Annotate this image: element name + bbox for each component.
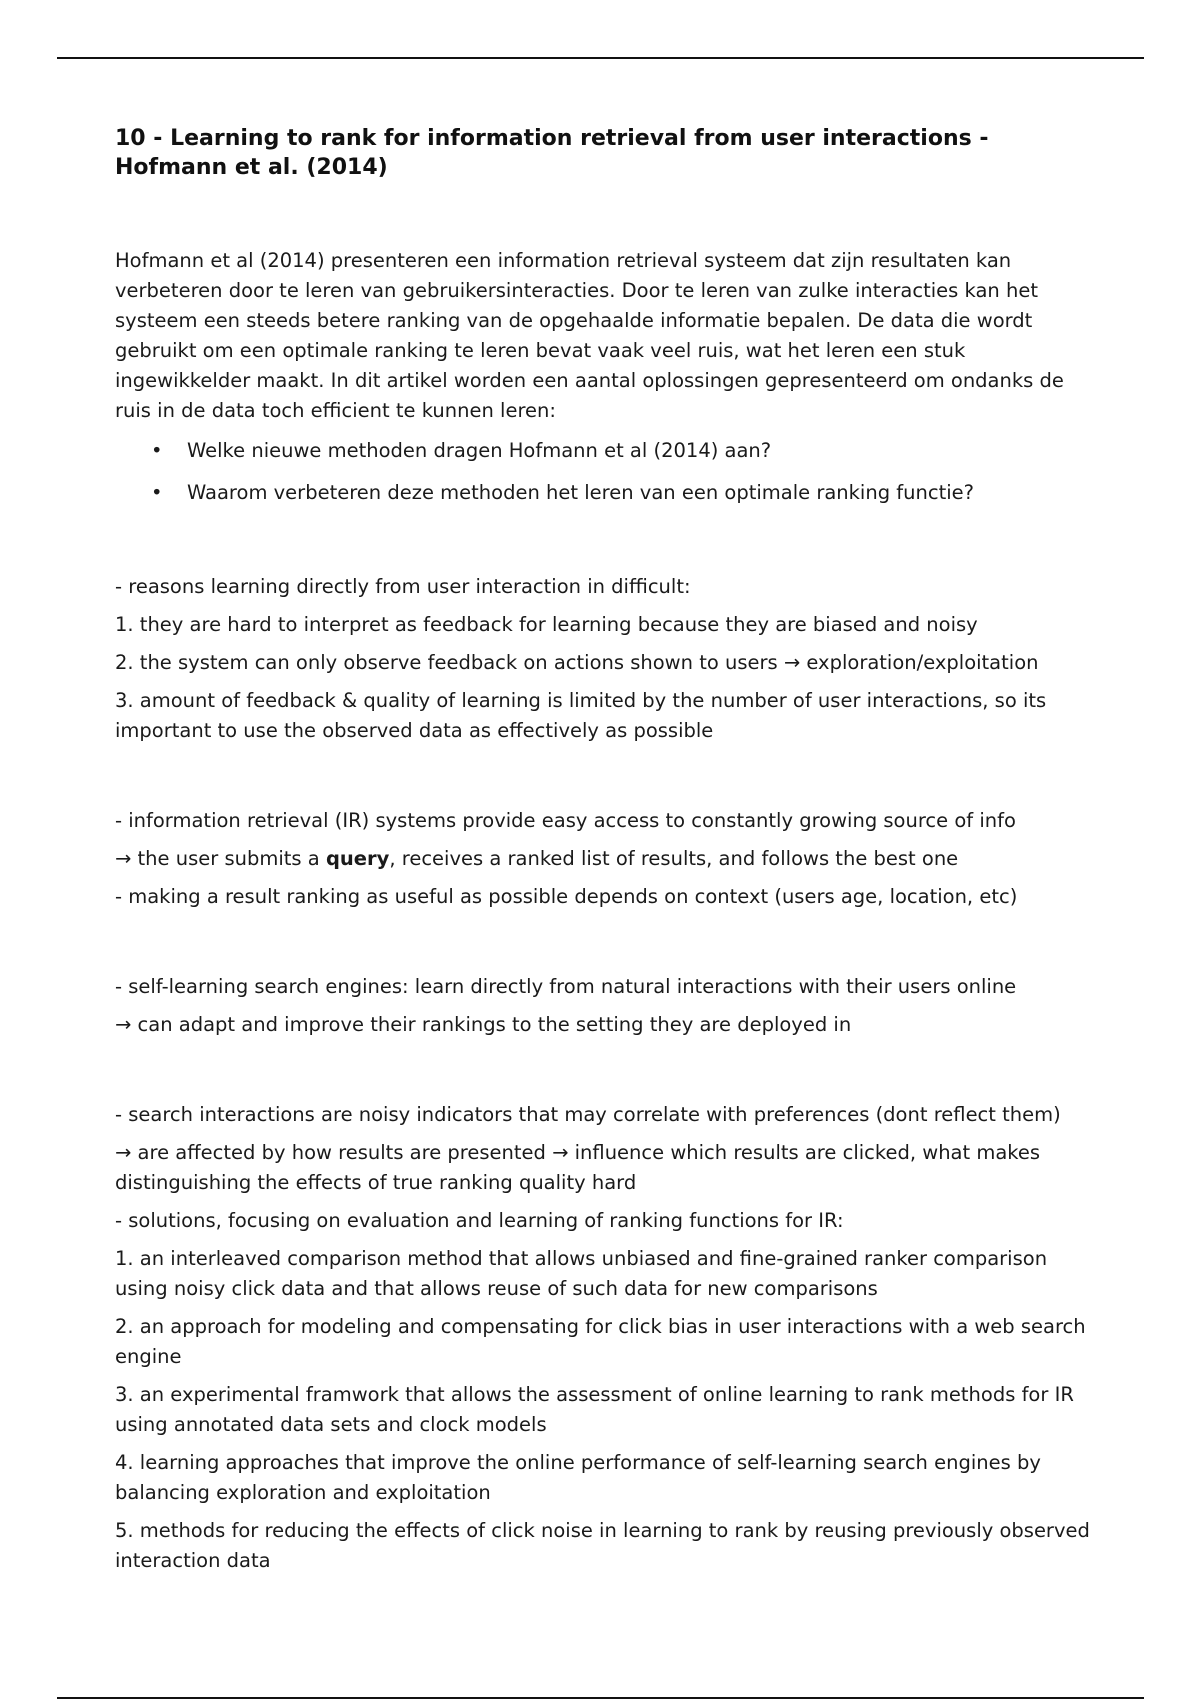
list-item (115, 478, 1095, 508)
text-segment: , receives a ranked list of results, and follows the best one (389, 847, 959, 870)
text-segment: → the user submits a (115, 847, 326, 870)
document-title: 10 - Learning to rank for information retrieval from user interactions - Hofmann et al. (2014) (115, 126, 989, 180)
note-line (115, 844, 1095, 874)
note-line: - making a result ranking as useful as possible depends on context (users age, location, etc) (115, 885, 1018, 908)
spacer (115, 520, 1095, 572)
spacer (115, 1048, 1095, 1100)
note-line: 3. amount of feedback & quality of learning is limited by the number of user interactions, so its important to use the observed data as effectively as possible (115, 689, 1047, 742)
note-line: 1. an interleaved comparison method that allows unbiased and fine-grained ranker comparison using noisy click data and that allows reuse of such data for new comparisons (115, 1247, 1048, 1300)
query-term: query (325, 847, 390, 870)
note-line: 1. they are hard to interpret as feedback for learning because they are biased and noisy (115, 613, 978, 636)
note-line: - solutions, focusing on evaluation and learning of ranking functions for IR: (115, 1209, 844, 1232)
question-text: Waarom verbeteren deze methoden het leren van een optimale ranking functie? (187, 481, 974, 504)
spacer (115, 754, 1095, 806)
note-line: - reasons learning directly from user interaction in difficult: (115, 575, 691, 598)
bullet-icon: • (151, 481, 163, 504)
note-line: - self-learning search engines: learn directly from natural interactions with their users online (115, 975, 1017, 998)
note-line: 4. learning approaches that improve the online performance of self-learning search engines by balancing exploration and exploitation (115, 1451, 1041, 1504)
note-line: 3. an experimental framwork that allows the assessment of online learning to rank methods for IR using annotated data sets and clock models (115, 1383, 1074, 1436)
note-line: 2. the system can only observe feedback on actions shown to users → exploration/exploitation (115, 651, 1039, 674)
note-line: → can adapt and improve their rankings to the setting they are deployed in (115, 1013, 852, 1036)
list-item (115, 436, 1095, 466)
note-line: 5. methods for reducing the effects of click noise in learning to rank by reusing previously observed interaction data (115, 1519, 1090, 1572)
bullet-icon: • (151, 439, 163, 462)
note-line: - information retrieval (IR) systems provide easy access to constantly growing source of info (115, 809, 1016, 832)
intro-paragraph: Hofmann et al (2014) presenteren een information retrieval systeem dat zijn resultaten kan verbeteren door te leren van gebruikersinteracties. Door te leren van zulke interacties kan het systeem een steeds betere ranking van de opgehaalde informatie bepalen. De data die wordt gebruikt om een optimale ranking te leren bevat vaak veel ruis, wat het leren een stuk ingewikkelder maakt. In dit artikel worden een aantal oplossingen gepresenteerd om ondanks de ruis in de data toch efficient te kunnen leren: (115, 249, 1064, 422)
document-body (115, 124, 1095, 1584)
note-line: - search interactions are noisy indicators that may correlate with preferences (dont reflect them) (115, 1103, 1061, 1126)
note-line: → are affected by how results are presented → influence which results are clicked, what makes distinguishing the effects of true ranking quality hard (115, 1141, 1041, 1194)
spacer (115, 920, 1095, 972)
question-list (115, 436, 1095, 508)
top-divider (57, 57, 1144, 59)
question-text: Welke nieuwe methoden dragen Hofmann et al (2014) aan? (187, 439, 772, 462)
bottom-divider (57, 1697, 1144, 1699)
note-line: 2. an approach for modeling and compensating for click bias in user interactions with a web search engine (115, 1315, 1086, 1368)
